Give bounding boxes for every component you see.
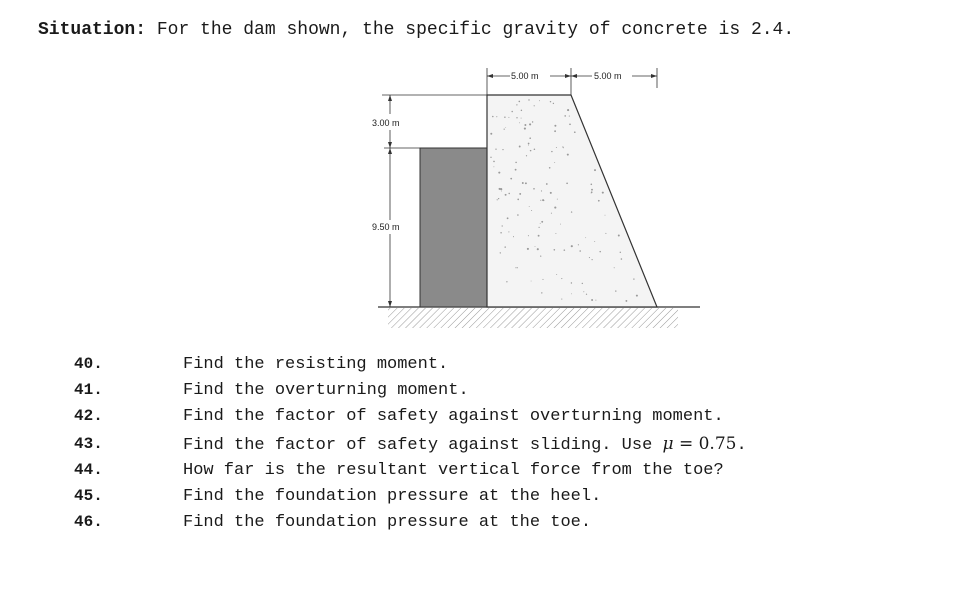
problem-text: Find the foundation pressure at the heel.: [183, 487, 602, 506]
problem-number: 45.: [74, 487, 103, 505]
problem-text: [183, 434, 747, 455]
mu-symbol: μ: [662, 434, 674, 454]
dim-upper-label: 3.00 m: [372, 118, 400, 128]
dim-water-label: 9.50 m: [372, 222, 400, 232]
mu-value: = 0.75: [673, 434, 737, 454]
situation-label: Situation:: [38, 20, 147, 40]
problem-text: Find the overturning moment.: [183, 381, 469, 400]
problem-number: 46.: [74, 513, 103, 531]
dim-top-right-label: 5.00 m: [594, 71, 622, 81]
problem-number: 41.: [74, 381, 103, 399]
problem-text: Find the foundation pressure at the toe.: [183, 513, 592, 532]
problem-text: Find the factor of safety against overturning moment.: [183, 407, 724, 426]
problem-text: How far is the resultant vertical force from the toe?: [183, 461, 724, 480]
problem-text: Find the resisting moment.: [183, 355, 449, 374]
problem-number: 40.: [74, 355, 103, 373]
dim-top-left-label: 5.00 m: [511, 71, 539, 81]
problem-number: 44.: [74, 461, 103, 479]
problem-text-main: Find the factor of safety against sliding. Use: [183, 436, 663, 455]
situation-text: For the dam shown, the specific gravity of concrete is 2.4.: [156, 20, 795, 40]
problem-number: 42.: [74, 407, 103, 425]
problem-number: 43.: [74, 435, 103, 453]
problem-text-end: .: [736, 436, 747, 455]
